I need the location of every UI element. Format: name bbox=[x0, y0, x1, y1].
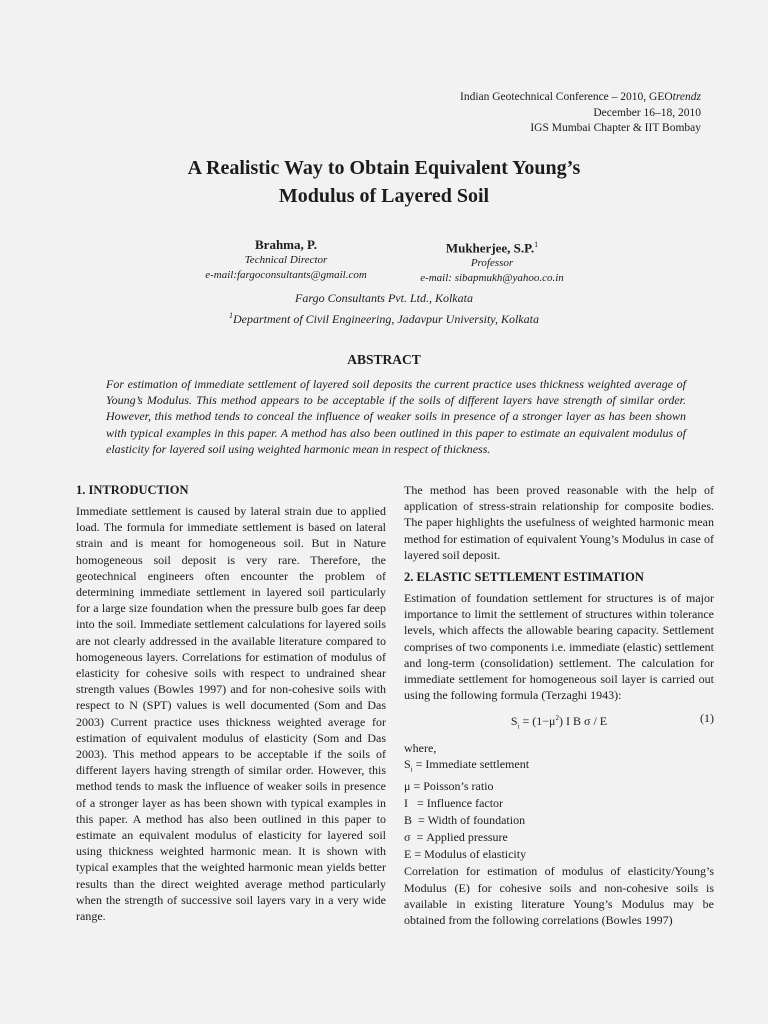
section-1-heading: 1. INTRODUCTION bbox=[76, 483, 189, 497]
section-2-text: Estimation of foundation settlement for structures is of major importance to limit the settlement of structures within tolerance levels, which affects the allowable bearing capacity. Settlement comprises of two components i.e. immediate (elastic) settlement and long-term (consolidation) settlement. The calculation for immediate settlement for homogeneous soil layer is carried out using the following formula (Terzaghi 1943): bbox=[404, 591, 714, 703]
definition-item: $S_i$ = Immediate settlement bbox=[404, 757, 530, 774]
definition-item: μ = Poisson’s ratio bbox=[404, 779, 494, 794]
definition-item: σ = Applied pressure bbox=[404, 830, 508, 845]
definition-item: E = Modulus of elasticity bbox=[404, 847, 527, 862]
author-2-role: Professor bbox=[470, 257, 514, 270]
section-1-continuation: The method has been proved reasonable with the help of application of stress-strain relationship for composite bodies. The paper highlights the usefulness of weighted harmonic mean method for estimation of equivalent Young’s Modulus in case of layered soil deposit. bbox=[404, 483, 714, 562]
section-2-closing: Correlation for estimation of modulus of elasticity/Young’s Modulus (E) for cohesive soils and non-cohesive soils is available in existing literature Young’s Modulus may be obtained from the following correlations (Bowles 1997) bbox=[404, 864, 714, 928]
author-2-affil-mark: 1 bbox=[534, 240, 539, 249]
title-line-2: Modulus of Layered Soil bbox=[278, 185, 490, 207]
affiliation-2: $^1$Department of Civil Engineering, Jadavpur University, Kolkata bbox=[229, 311, 539, 326]
equation-number: (1) bbox=[700, 711, 714, 726]
header-italic-part: trendz bbox=[672, 91, 701, 103]
author-2-email: e-mail: sibapmukh@yahoo.co.in bbox=[420, 271, 564, 284]
variable-definitions bbox=[404, 756, 714, 863]
definition-item: I = Influence factor bbox=[404, 796, 504, 811]
where-label: where, bbox=[404, 740, 437, 755]
definition-item: B = Width of foundation bbox=[404, 813, 526, 828]
header-line-3: IGS Mumbai Chapter & IIT Bombay bbox=[530, 122, 701, 134]
left-column bbox=[76, 482, 386, 924]
conference-header bbox=[460, 90, 701, 137]
affiliations bbox=[0, 290, 768, 328]
section-2-heading: 2. ELASTIC SETTLEMENT ESTIMATION bbox=[404, 570, 644, 585]
abstract-text: For estimation of immediate settlement of layered soil deposits the current practice uses thickness weighted average of Young’s Modulus. This method appears to be acceptable if the soils of different layers have strength of similar order. However, this method tends to conceal the influence of weaker soils in presence of a stronger layer as has been shown with typical examples in this paper. A method has also been outlined in this paper to estimate an equivalent modulus of elasticity for layered soil using weighted harmonic mean in respect of thickness. bbox=[106, 377, 686, 456]
equation-1: $S_i = (1-\mu^2)$ I B σ / E (1) bbox=[510, 711, 714, 731]
header-line-1: Indian Geotechnical Conference – 2010, GEOtrendz bbox=[460, 91, 701, 103]
author-1-role: Technical Director bbox=[244, 254, 328, 266]
section-1-text: Immediate settlement is caused by lateral strain due to applied load. The formula for immediate settlement is based on lateral strain and is meant for homogeneous soil. But in Nature homogeneous soil deposit is very rare. Therefore, the geotechnical engineers often encounter the problem of determining immediate settlement in layered soil particularly for a large size foundation when the pressure bulb goes far deep into the soil. Immediate settlement calculations for layered soils are not clearly addressed in the available literature compared to homogeneous layers. Correlations for estimation of modulus of elasticity for cohesive soils with respect to undrained shear strength values (Bowles 1997) and for non-cohesive soils with respect to N (SPT) values is well documented (Som and Das 2003) Current practice uses thickness weighted average for estimation of equivalent modulus of elasticity (Som and Das 2003). This method appears to be acceptable if the soils of different layers having strength of similar order. However, this method tends to mask the influence of weaker soils in presence of a stronger layer as has been shown with typical examples in this paper. A method has also been outlined in this paper to estimate an equivalent modulus of elasticity for layered soil using thickness weighted harmonic mean. It is shown with typical examples that the weighted harmonic mean yields better results than the direct weighted average method particularly when the strength of successive soil layers vary in a very wide range. bbox=[76, 504, 386, 924]
author-2 bbox=[382, 236, 602, 285]
author-1 bbox=[176, 236, 396, 282]
header-line-2: December 16–18, 2010 bbox=[593, 106, 701, 119]
author-1-email: e-mail:fargoconsultants@gmail.com bbox=[205, 268, 367, 281]
abstract-heading: ABSTRACT bbox=[347, 352, 421, 367]
paper-title bbox=[0, 154, 768, 210]
author-2-name: Mukherjee, S.P.$^1$ bbox=[445, 240, 539, 256]
affiliation-1: Fargo Consultants Pvt. Ltd., Kolkata bbox=[295, 291, 473, 305]
title-line-1: A Realistic Way to Obtain Equivalent Young’s bbox=[187, 157, 581, 179]
right-column bbox=[404, 482, 714, 928]
author-1-name: Brahma, P. bbox=[255, 237, 317, 252]
